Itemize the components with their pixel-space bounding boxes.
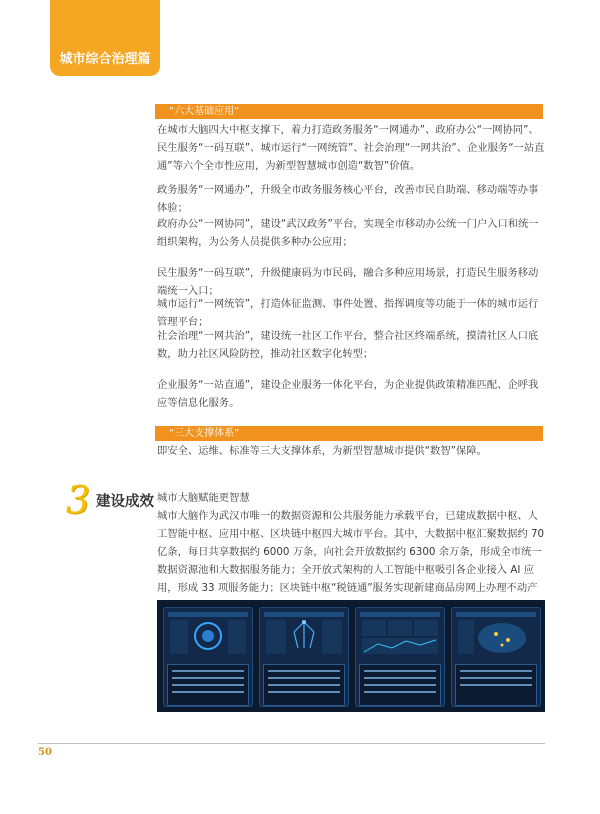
heading-support: “三大支撑体系” <box>169 428 240 439</box>
step-paragraph: 城市大脑作为武汉市唯一的数据资源和公共服务能力承载平台，已建成数据中枢、人工智能中枢、应用中枢、区块链中枢四大城市平台。其中，大数据中枢汇聚数据约 70 亿条，每日共享数据约 6000 万条，向社会开放数据约 6300 余万条，形成全市统一数据资源池和大数据服务能力；全开放式架构的人工智能中枢吸引各企业接入 AI 应用，形成 33 项服务能力；区块链中枢“税链通”服务实现新建商品房网上办理不动产 <box>157 510 545 594</box>
panel-caption-box <box>455 664 537 706</box>
step-title: 建设成效 <box>96 494 154 510</box>
footer-divider <box>38 743 545 744</box>
paragraph-enterprise: 企业服务“一站直通”，建设企业服务一体化平台，为企业提供政策精准匹配、企呼我应等信息化服务。 <box>157 379 539 409</box>
support-paragraph: 即安全、运维、标准等三大支撑体系，为新型智慧城市提供“数智”保障。 <box>157 445 487 457</box>
dashboard-panel <box>163 607 253 707</box>
heading-six-apps: “六大基础应用” <box>169 106 240 117</box>
dashboard-screenshots <box>157 600 545 712</box>
panel-caption-box <box>263 664 345 706</box>
paragraph-gov-service: 政务服务“一网通办”，升级全市政务服务核心平台，改善市民自助端、移动端等办事体验； <box>157 184 539 214</box>
heading-bar-six-apps <box>155 104 543 119</box>
paragraph-city-operation: 城市运行“一网统管”，打造体征监测、事件处置、指挥调度等功能于一体的城市运行管理平台； <box>157 298 539 328</box>
dashboard-panel <box>259 607 349 707</box>
paragraph-gov-office: 政府办公“一网协同”，建设“武汉政务”平台，实现全市移动办公统一门户入口和统一组织架构，为公务人员提供多种办公应用； <box>157 218 539 248</box>
panel-caption-box <box>359 664 441 706</box>
dashboard-graphic <box>456 612 536 658</box>
panel-caption-box <box>167 664 249 706</box>
dashboard-panel <box>355 607 445 707</box>
step-subtitle: 城市大脑赋能更智慧 <box>157 492 250 504</box>
dashboard-graphic <box>264 612 344 658</box>
step-number: 3 <box>66 478 91 522</box>
dashboard-graphic <box>360 612 440 658</box>
dashboard-panel <box>451 607 541 707</box>
section-header-tab <box>50 0 160 76</box>
heading-bar-support <box>155 426 543 441</box>
section-title: 城市综合治理篇 <box>59 52 151 67</box>
dashboard-graphic <box>168 612 248 658</box>
intro-paragraph: 在城市大脑四大中枢支撑下，着力打造政务服务“一网通办”、政府办公“一网协同”、民生服务“一码互联”、城市运行“一网统管”、社会治理“一网共治”、企业服务“一站直通”等六个全市性应用，为新型智慧城市创造“数智”价值。 <box>157 124 545 172</box>
paragraph-social-governance: 社会治理“一网共治”，建设统一社区工作平台，整合社区终端系统，摸清社区人口底数，助力社区风险防控，推动社区数字化转型； <box>157 330 539 360</box>
page-number: 50 <box>38 747 52 758</box>
paragraph-livelihood: 民生服务“一码互联”，升级健康码为市民码，融合多种应用场景，打造民生服务移动端统一入口； <box>157 267 539 297</box>
